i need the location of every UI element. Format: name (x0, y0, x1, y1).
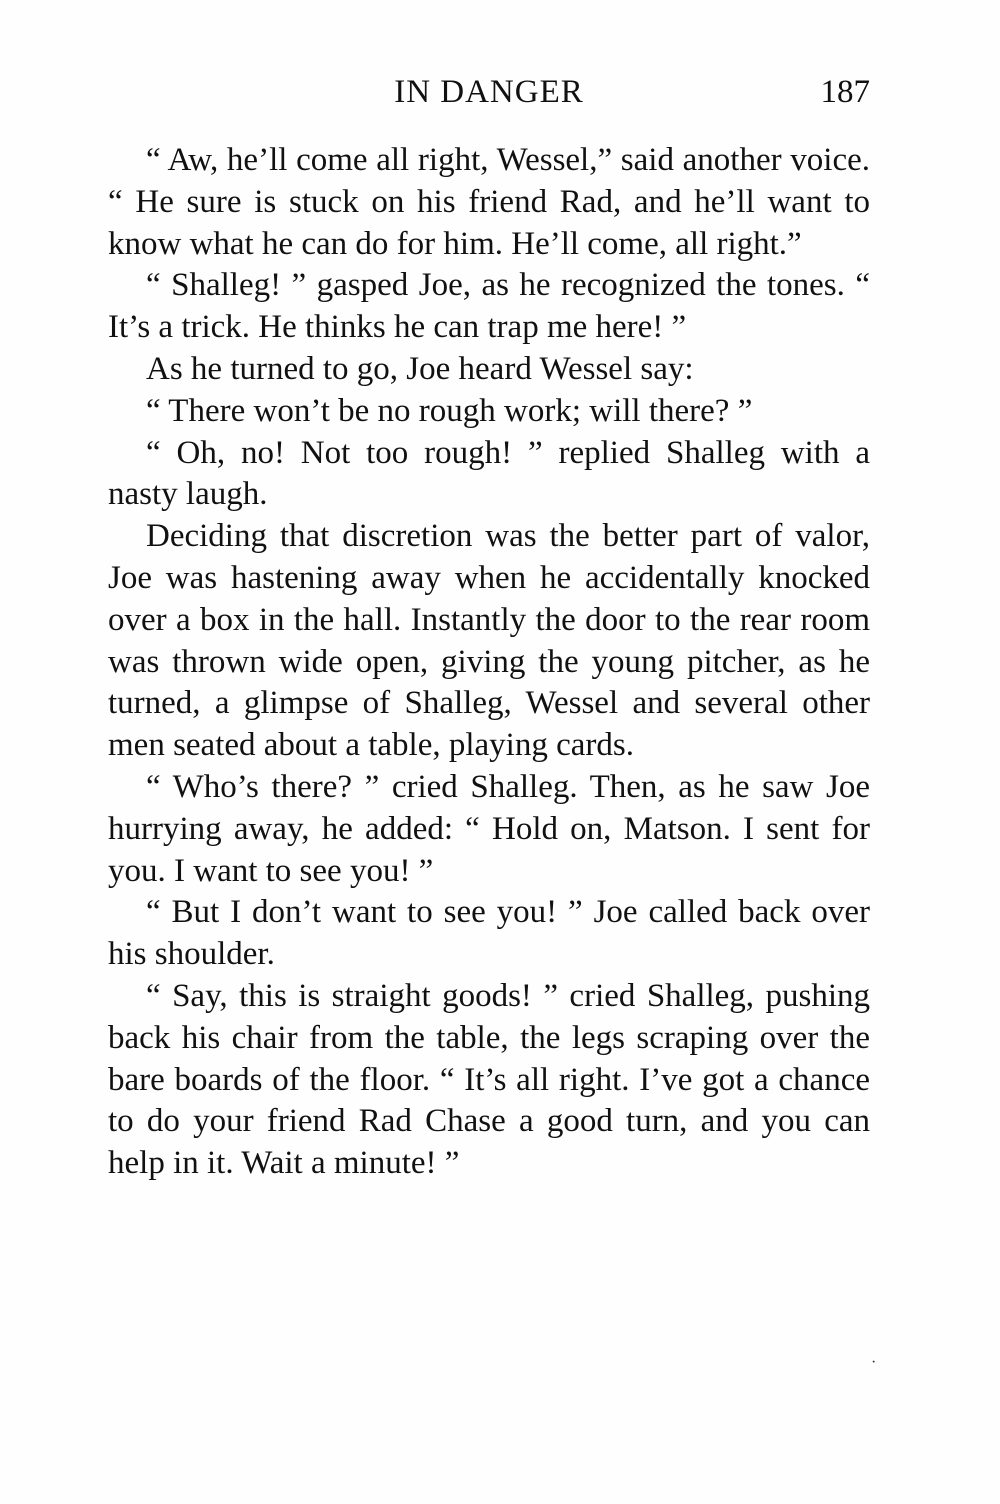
paragraph: “ But I don’t want to see you! ” Joe called back over his shoulder. (108, 894, 870, 973)
paragraph: “ Say, this is straight goods! ” cried Shalleg, pushing back his chair from the table, the legs scraping over the bare boards of the floor. “ It’s all right. I’ve got a chance to do your friend Rad Chase a good turn, and you can help in it. Wait a minute! ” (108, 977, 870, 1182)
running-head (108, 74, 870, 122)
running-title: IN DANGER (394, 74, 584, 110)
paragraph: “ Aw, he’ll come all right, Wessel,” said another voice. “ He sure is stuck on his friend Rad, and he’ll want to know what he can do for him. He’ll come, all right.” (108, 142, 870, 262)
paragraph: “ There won’t be no rough work; will there? ” (146, 392, 753, 429)
paragraph: “ Oh, no! Not too rough! ” replied Shalleg with a nasty laugh. (108, 434, 870, 513)
ink-speck: · (871, 1354, 877, 1371)
paragraph: “ Shalleg! ” gasped Joe, as he recognized the tones. “ It’s a trick. He thinks he can trap me here! ” (108, 267, 870, 346)
paragraph: Deciding that discretion was the better part of valor, Joe was hastening away when he accidentally knocked over a box in the hall. Instantly the door to the rear room was thrown wide open, giving the young pitcher, as he turned, a glimpse of Shalleg, Wessel and several other men seated about a table, playing cards. (108, 518, 870, 764)
paragraph: As he turned to go, Joe heard Wessel say: (146, 350, 694, 387)
paragraph: “ Who’s there? ” cried Shalleg. Then, as he saw Joe hurrying away, he added: “ Hold on, Matson. I sent for you. I want to see you! ” (108, 768, 870, 889)
page-number: 187 (820, 74, 870, 110)
body-text (108, 140, 870, 1185)
